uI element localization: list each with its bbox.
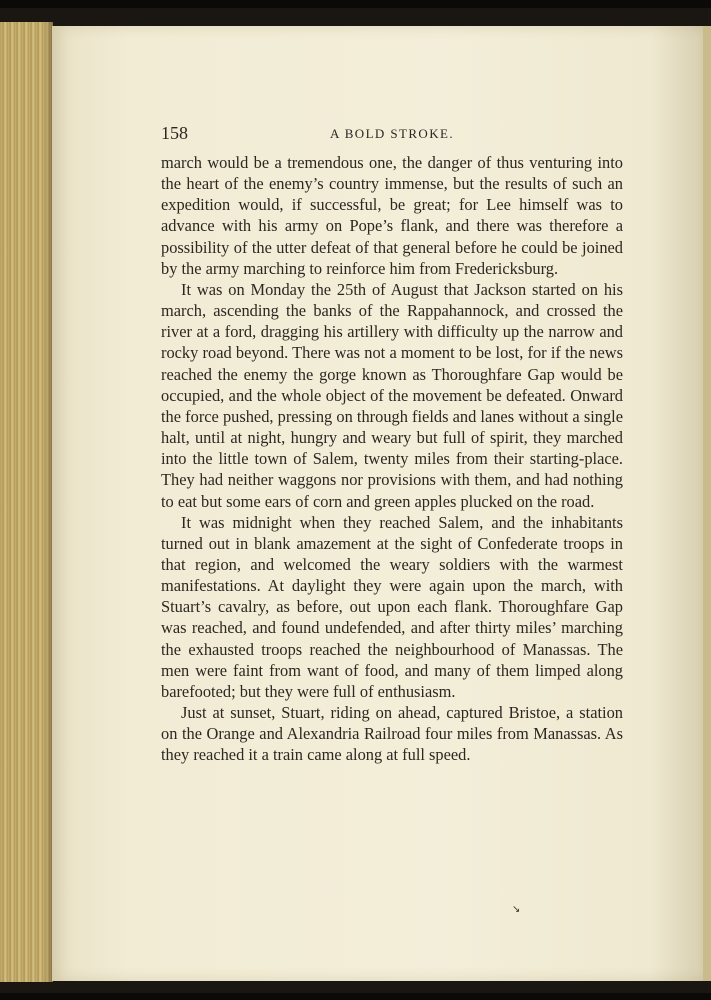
paragraph: Just at sunset, Stuart, riding on ahead, captured Bristoe, a station on the Orange and Alexandria Railroad four miles from Manassas. As they reached it a train came along at full speed. (161, 703, 623, 765)
paragraph: It was on Monday the 25th of August that Jackson started on his march, ascending the banks of the Rappahannock, and crossed the river at a ford, dragging his artillery with difficulty up the narrow and rocky road beyond. There was not a moment to be lost, for if the news reached the enemy the gorge known as Thoroughfare Gap would be occupied, and the whole object of the movement be defeated. Onward the force pushed, pressing on through fields and lanes without a single halt, until at night, hungry and weary but full of spirit, they marched into the little town of Salem, twenty miles from their starting-place. They had neither waggons nor provisions with them, and had nothing to eat but some ears of corn and green apples plucked on the road. (161, 279, 623, 511)
paragraph: It was midnight when they reached Salem, and the inhabitants turned out in blank amazement at the sight of Confederate troops in that region, and welcomed the weary soldiers with the warmest manifestations. At daylight they were again upon the march, with Stuart’s cavalry, as before, out upon each flank. Thoroughfare Gap was reached, and found undefended, and after thirty miles’ marching the exhausted troops reached the neighbourhood of Manassas. The men were faint from want of food, and many of them limped along barefooted; but they were full of enthusiasm. (161, 512, 623, 701)
right-page-edge (703, 26, 711, 981)
running-title: A BOLD STROKE. (330, 126, 454, 141)
paragraph: march would be a tremendous one, the danger of thus venturing into the heart of the enemy’s country immense, but the results of such an expedition would, if successful, be great; for Lee himself was to advance with his army on Pope’s flank, and there was therefore a possibility of the utter defeat of that general before he could be joined by the army marching to reinforce him from Fredericksburg. (161, 153, 623, 278)
page-number: 158 (161, 123, 188, 143)
body-text (161, 152, 623, 766)
ink-speck: ↘ (512, 904, 521, 915)
page-edges (0, 22, 53, 982)
page-header (161, 123, 623, 147)
